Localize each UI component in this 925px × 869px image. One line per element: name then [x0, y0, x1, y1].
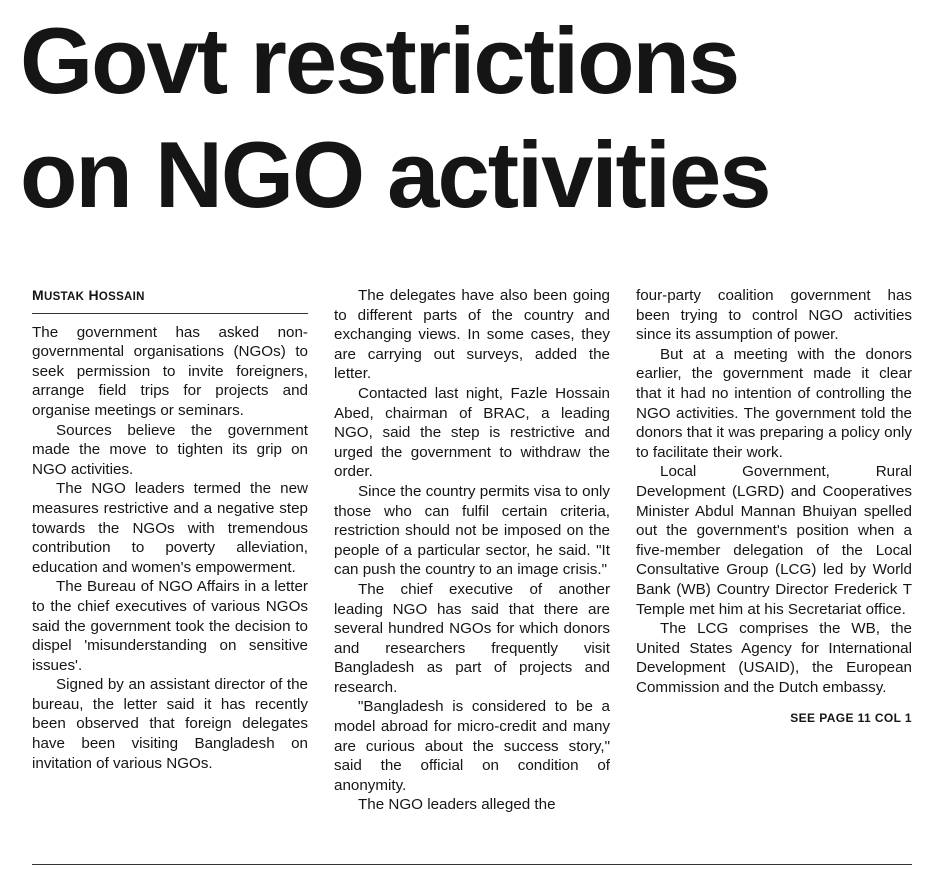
byline-first-initial: M: [32, 287, 44, 303]
article-column-1: [32, 286, 308, 773]
paragraph: The NGO leaders termed the new measures restrictive and a negative step towards the NGOs with tremendous contribution to poverty alleviation, education and women's empowerment.: [32, 480, 308, 576]
paragraph: The NGO leaders alleged the: [358, 796, 556, 814]
continuation-note: SEE PAGE 11 COL 1: [790, 711, 912, 726]
paragraph: The chief executive of another leading NGO has said that there are several hundred NGOs for which donors and researchers frequently visit Bangladesh as part of projects and research.: [334, 580, 610, 696]
byline-first-rest: USTAK: [43, 291, 85, 303]
paragraph: four-party coalition government has been trying to control NGO activities since its assumption of power.: [636, 287, 912, 344]
paragraph: Signed by an assistant director of the bureau, the letter said it has recently been observed that foreign delegates have been visiting Bangladesh on invitation of various NGOs.: [32, 676, 308, 772]
paragraph: The delegates have also been going to different parts of the country and exchanging views. In some cases, they are carrying out surveys, added the letter.: [334, 287, 610, 383]
article-column-3: [636, 286, 912, 729]
byline-last-rest: OSSAIN: [98, 291, 145, 303]
bottom-divider: [32, 864, 912, 865]
headline-line-1: Govt restrictions: [20, 8, 739, 113]
byline: [32, 286, 308, 314]
paragraph: The Bureau of NGO Affairs in a letter to the chief executives of various NGOs said the government took the decision to dispel 'misunderstanding on sensitive issues'.: [32, 578, 308, 674]
paragraph: But at a meeting with the donors earlier, the government made it clear that it had no intention of controlling the NGO activities. The government told the donors that it was preparing a policy only to facilitate their work.: [636, 345, 912, 461]
paragraph: "Bangladesh is considered to be a model abroad for micro-credit and many are curious about the success story," said the official on condition of anonymity.: [334, 698, 610, 794]
paragraph: The LCG comprises the WB, the United States Agency for International Development (USAID), the European Commission and the Dutch embassy.: [636, 620, 912, 696]
headline-line-2: on NGO activities: [20, 122, 770, 227]
paragraph: Local Government, Rural Development (LGRD) and Cooperatives Minister Abdul Mannan Bhuiyan spelled out the government's position when a five-member delegation of the Local Consultative Group (LCG) led by World Bank (WB) Country Director Frederick T Temple met him at his Secretariat office.: [636, 463, 912, 618]
headline: [20, 4, 920, 232]
article-column-2: [334, 286, 610, 815]
paragraph: Sources believe the government made the move to tighten its grip on NGO activities.: [32, 421, 308, 478]
paragraph: Since the country permits visa to only those who can fulfil certain criteria, restriction should not be imposed on the people of a particular sector, he said. "It can push the country to an image crisis.": [334, 482, 610, 579]
byline-last-initial: H: [88, 287, 99, 303]
paragraph: The government has asked non-governmental organisations (NGOs) to seek permission to invite foreigners, arrange field trips for projects and organise meetings or seminars.: [32, 323, 308, 419]
paragraph: Contacted last night, Fazle Hossain Abed, chairman of BRAC, a leading NGO, said the step is restrictive and urged the government to withdraw the order.: [334, 384, 610, 481]
